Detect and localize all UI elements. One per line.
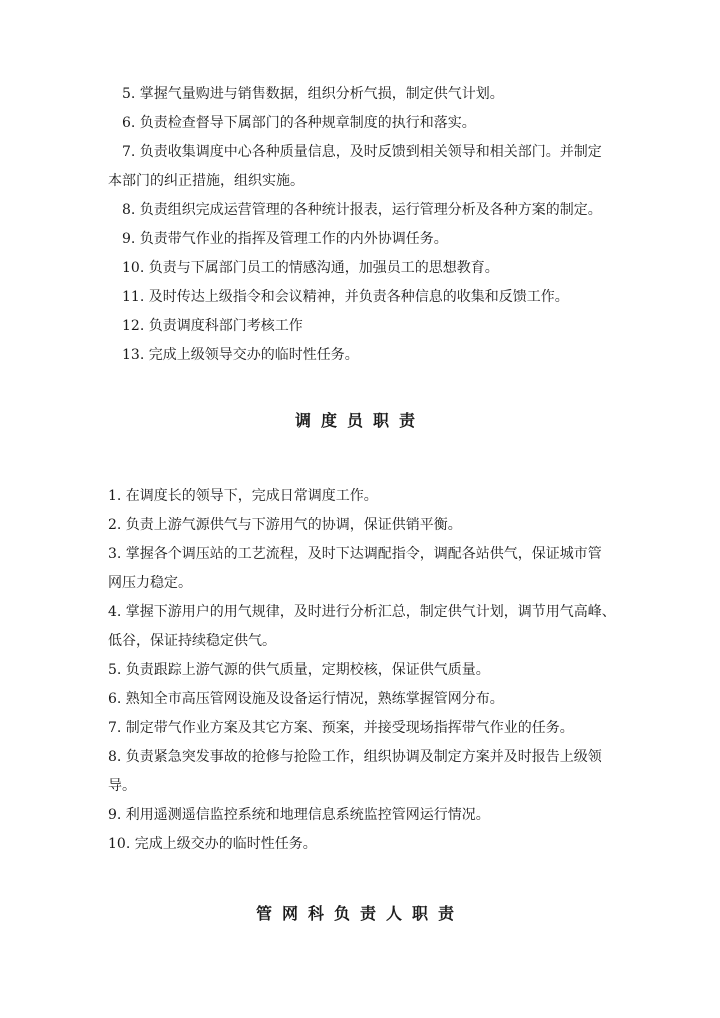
- list-item: 4. 掌握下游用户的用气规律，及时进行分析汇总，制定供气计划，调节用气高峰、: [108, 604, 616, 620]
- list-item: 8. 负责紧急突发事故的抢修与抢险工作，组织协调及制定方案并及时报告上级领: [108, 749, 602, 765]
- list-item: 3. 掌握各个调压站的工艺流程，及时下达调配指令，调配各站供气，保证城市管: [108, 546, 602, 562]
- list-item: 8. 负责组织完成运营管理的各种统计报表，运行管理分析及各种方案的制定。: [122, 202, 602, 218]
- list-item: 9. 负责带气作业的指挥及管理工作的内外协调任务。: [122, 231, 448, 247]
- list-item-continuation: 低谷，保证持续稳定供气。: [108, 633, 276, 649]
- list-item: 1. 在调度长的领导下，完成日常调度工作。: [108, 488, 378, 504]
- list-item: 10. 负责与下属部门员工的情感沟通，加强员工的思想教育。: [122, 260, 499, 276]
- list-item: 11. 及时传达上级指令和会议精神，并负责各种信息的收集和反馈工作。: [122, 289, 569, 305]
- section-title-pipeline-head: 管网科负责人职责: [255, 904, 464, 923]
- list-item: 2. 负责上游气源供气与下游用气的协调，保证供销平衡。: [108, 517, 462, 533]
- list-item: 6. 熟知全市高压管网设施及设备运行情况，熟练掌握管网分布。: [108, 691, 504, 707]
- section-title-dispatcher: 调度员职责: [294, 411, 425, 430]
- list-item: 10. 完成上级交办的临时性任务。: [108, 836, 317, 852]
- list-item-continuation: 网压力稳定。: [108, 575, 192, 591]
- list-item: 7. 制定带气作业方案及其它方案、预案，并接受现场指挥带气作业的任务。: [108, 720, 574, 736]
- list-item-continuation: 本部门的纠正措施，组织实施。: [108, 173, 304, 189]
- list-item: 7. 负责收集调度中心各种质量信息，及时反馈到相关领导和相关部门。并制定: [122, 144, 602, 160]
- list-item: 6. 负责检查督导下属部门的各种规章制度的执行和落实。: [122, 115, 476, 131]
- list-item: 13. 完成上级领导交办的临时性任务。: [122, 347, 359, 363]
- list-item-continuation: 导。: [108, 778, 136, 794]
- list-item: 5. 负责跟踪上游气源的供气质量，定期校核，保证供气质量。: [108, 662, 490, 678]
- list-item: 5. 掌握气量购进与销售数据，组织分析气损，制定供气计划。: [122, 86, 504, 102]
- list-item: 9. 利用遥测遥信监控系统和地理信息系统监控管网运行情况。: [108, 807, 490, 823]
- list-item: 12. 负责调度科部门考核工作: [122, 318, 303, 334]
